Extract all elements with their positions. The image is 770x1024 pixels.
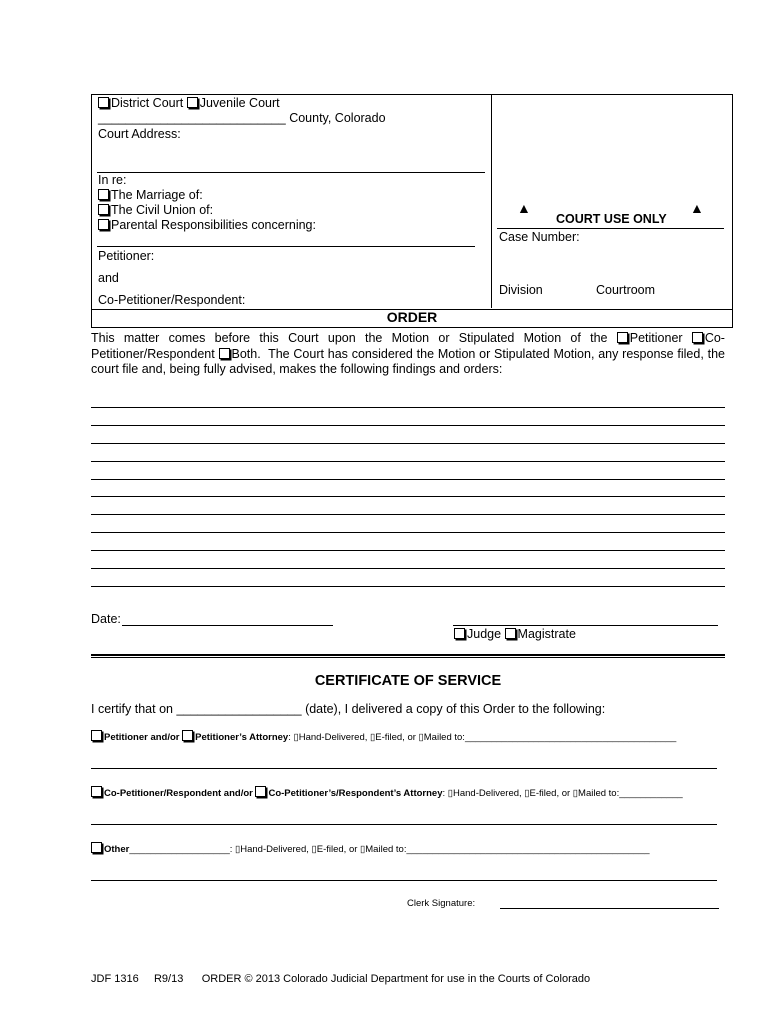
juvenile-court-checkbox[interactable] (187, 97, 198, 108)
parental-label: Parental Responsibilities concerning: (111, 218, 316, 232)
case-type-marriage (98, 188, 203, 202)
district-court-checkbox[interactable] (98, 97, 109, 108)
marriage-label: The Marriage of: (111, 188, 203, 202)
service-address-line[interactable] (91, 880, 717, 881)
service-row-copetitioner (91, 786, 683, 799)
petitioner-attorney-label: Petitioner’s Attorney (195, 732, 289, 743)
copetitioner-label: Co-Petitioner/Respondent: (98, 293, 246, 307)
civil-union-label: The Civil Union of: (111, 203, 214, 217)
date-label: Date: (91, 612, 121, 626)
copetitioner-attorney-checkbox[interactable] (255, 786, 266, 797)
other-service-label: Other (104, 844, 130, 855)
delivery-text: : ▯Hand-Delivered, ▯E-filed, or ▯Mailed to: (442, 788, 620, 799)
petitioner-attorney-checkbox[interactable] (182, 730, 193, 741)
findings-line[interactable] (91, 568, 725, 569)
copetitioner-service-label: Co-Petitioner/Respondent and/or (104, 788, 253, 799)
up-arrow-icon-left: ▲ (517, 200, 531, 216)
delivery-text: : ▯Hand-Delivered, ▯E-filed, or ▯Mailed to: (288, 732, 465, 743)
footer-text: ORDER © 2013 Colorado Judicial Department for use in the Courts of Colorado (201, 973, 591, 985)
caption-divider (491, 94, 492, 308)
copetitioner-service-checkbox[interactable] (91, 786, 102, 797)
county-blank[interactable]: ___________________________ (98, 111, 286, 125)
findings-line[interactable] (91, 425, 725, 426)
other-name-blank[interactable]: ___________________ (129, 844, 230, 855)
both-checkbox[interactable] (219, 348, 230, 359)
court-address-label: Court Address: (98, 127, 181, 141)
service-address-line[interactable] (91, 768, 717, 769)
court-address-line (97, 172, 485, 173)
judge-label: Judge (467, 627, 502, 641)
footer (91, 973, 590, 985)
judge-checkbox[interactable] (454, 628, 465, 639)
magistrate-checkbox[interactable] (505, 628, 516, 639)
court-type-row (98, 96, 280, 110)
certificate-title: CERTIFICATE OF SERVICE (314, 673, 502, 689)
up-arrow-icon-right: ▲ (690, 200, 704, 216)
court-use-only-label: COURT USE ONLY (556, 212, 667, 226)
findings-line[interactable] (91, 532, 725, 533)
county-label: County, Colorado (289, 111, 386, 125)
findings-line[interactable] (91, 479, 725, 480)
certify-text: I certify that on __________________ (date), I delivered a copy of this Order to the following: (91, 702, 606, 716)
findings-line[interactable] (91, 407, 725, 408)
court-use-line (497, 228, 724, 229)
judge-signature-line[interactable] (453, 625, 718, 626)
magistrate-label: Magistrate (517, 627, 576, 641)
petitioner-checkbox[interactable] (617, 332, 628, 343)
case-number-label: Case Number: (499, 230, 580, 244)
mailed-to-blank[interactable]: ____________ (619, 788, 683, 799)
mailed-to-blank[interactable]: ______________________________________________ (406, 844, 650, 855)
section-separator-thin (91, 657, 725, 658)
section-separator (91, 654, 725, 656)
findings-line[interactable] (91, 514, 725, 515)
petitioner-service-label: Petitioner and/or (104, 732, 180, 743)
findings-line[interactable] (91, 586, 725, 587)
other-service-checkbox[interactable] (91, 842, 102, 853)
and-label: and (98, 271, 119, 285)
division-label: Division (499, 283, 543, 297)
delivery-text: : ▯Hand-Delivered, ▯E-filed, or ▯Mailed to: (229, 844, 407, 855)
date-line[interactable] (122, 625, 333, 626)
findings-line[interactable] (91, 550, 725, 551)
footer-form-number: JDF 1316 (91, 973, 139, 985)
copetitioner-checkbox[interactable] (692, 332, 703, 343)
parties-line (97, 246, 475, 247)
clerk-signature-label: Clerk Signature: (407, 898, 476, 909)
case-type-civil-union (98, 203, 213, 217)
in-re-label: In re: (98, 173, 127, 187)
order-text-part2: The Court has considered the Motion or Stipulated Motion, any response filed, the court file and, being fully advised, makes the following findings and orders: (91, 346, 725, 376)
courtroom-label: Courtroom (596, 283, 656, 297)
copetitioner-attorney-label: Co-Petitioner’s/Respondent’s Attorney (268, 788, 443, 799)
petitioner-option-label: Petitioner (629, 331, 683, 345)
service-address-line[interactable] (91, 824, 717, 825)
findings-line[interactable] (91, 461, 725, 462)
county-row (98, 111, 386, 125)
findings-line[interactable] (91, 443, 725, 444)
judge-magistrate-row (454, 627, 576, 641)
order-paragraph (91, 331, 725, 378)
caption-box (91, 94, 733, 310)
marriage-checkbox[interactable] (98, 189, 109, 200)
service-row-petitioner (91, 730, 676, 743)
juvenile-court-label: Juvenile Court (199, 96, 280, 110)
service-row-other (91, 842, 650, 855)
clerk-signature-line[interactable] (500, 908, 719, 909)
both-option-label: Both. (231, 346, 261, 361)
order-text-part1: This matter comes before this Court upon the Motion or Stipulated Motion of the (91, 331, 608, 345)
parental-checkbox[interactable] (98, 219, 109, 230)
copetitioner-option-label: Co-Petitioner/Respondent (91, 331, 725, 361)
order-title: ORDER (91, 308, 733, 328)
footer-revision: R9/13 (153, 973, 184, 985)
petitioner-service-checkbox[interactable] (91, 730, 102, 741)
civil-union-checkbox[interactable] (98, 204, 109, 215)
mailed-to-blank[interactable]: ________________________________________ (464, 732, 677, 743)
petitioner-label: Petitioner: (98, 249, 155, 263)
findings-line[interactable] (91, 496, 725, 497)
case-type-parental (98, 218, 316, 232)
district-court-label: District Court (111, 96, 184, 110)
